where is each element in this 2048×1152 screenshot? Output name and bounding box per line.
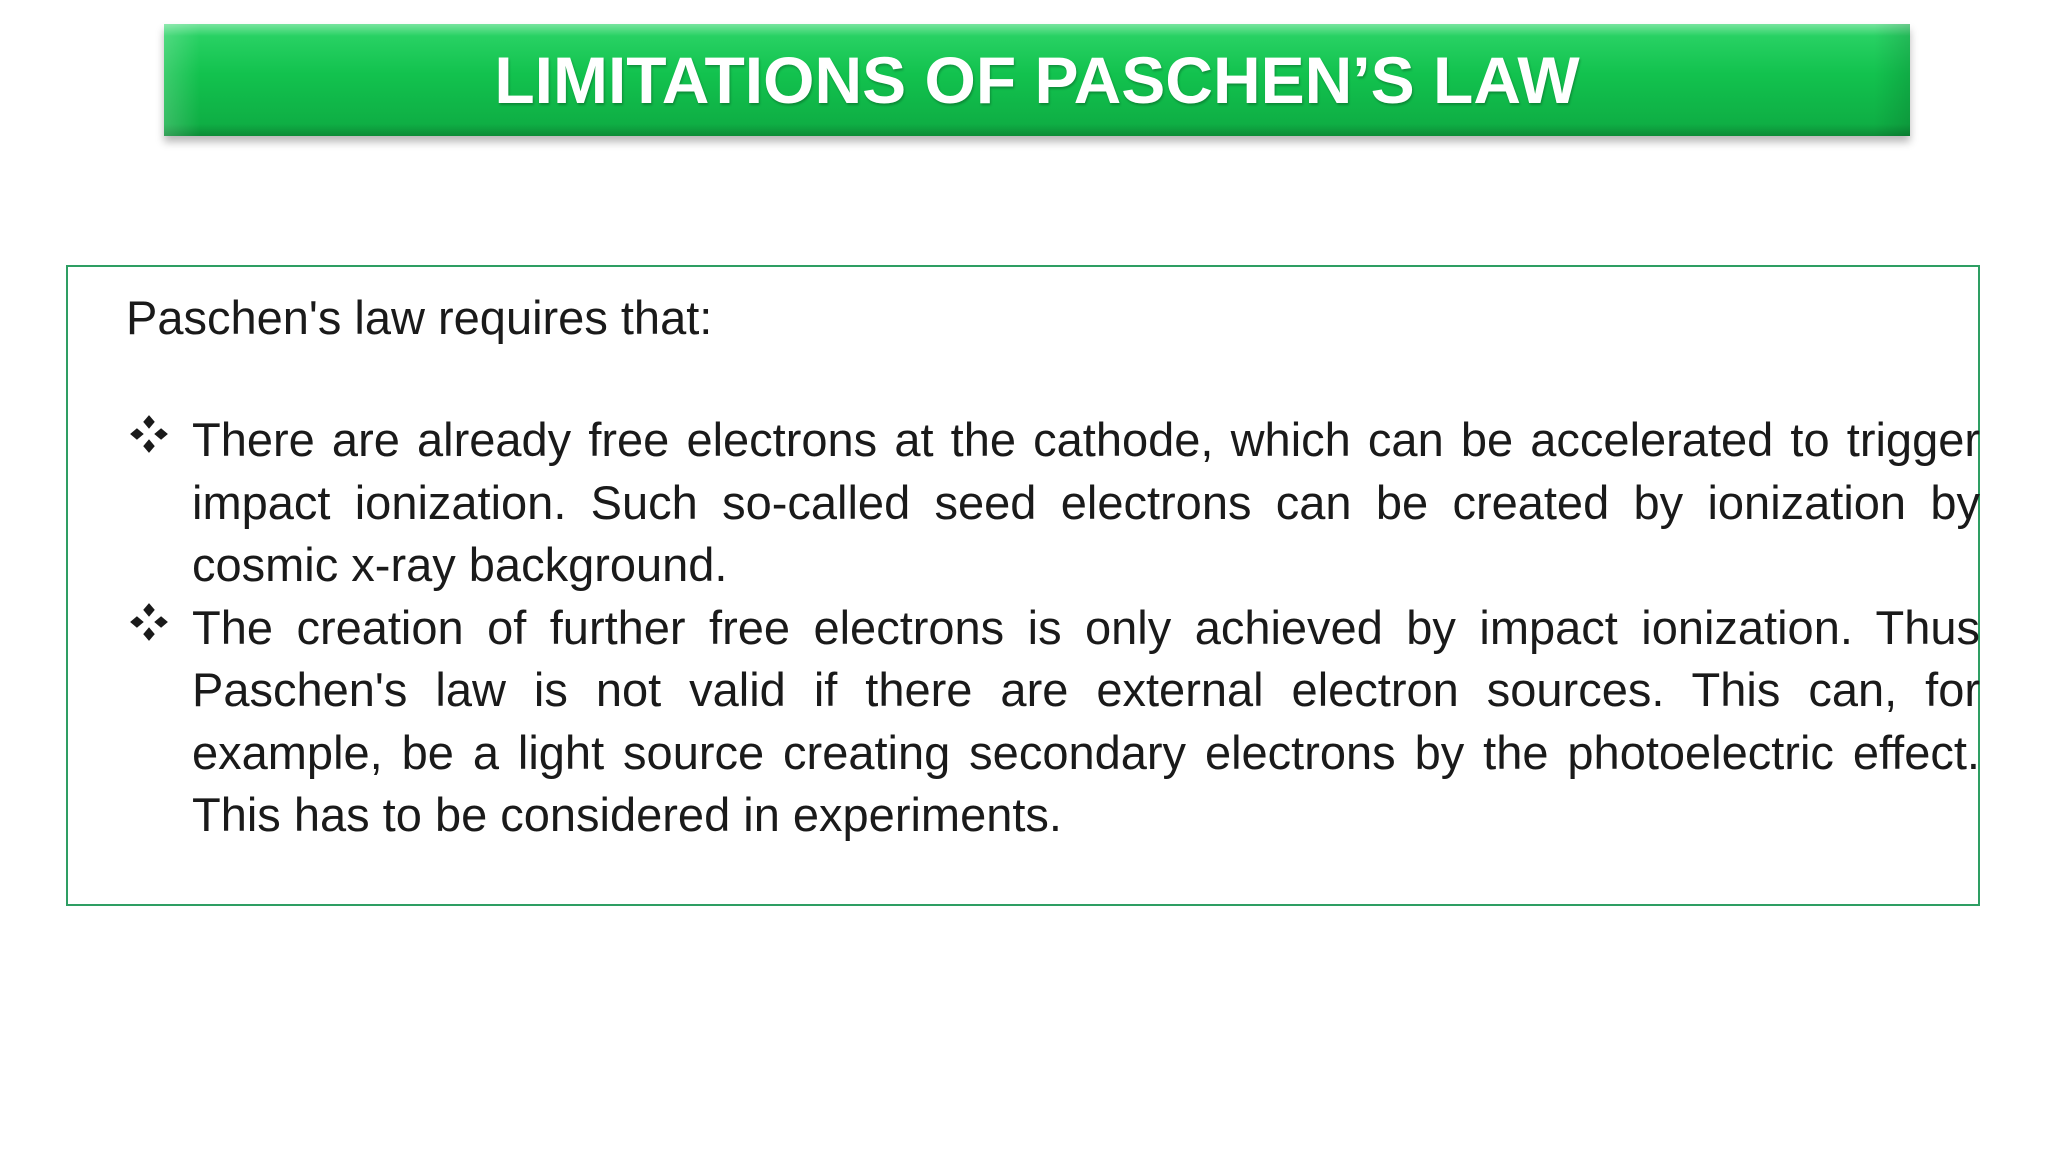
- four-diamond-bullet-icon: [128, 413, 170, 455]
- banner-bevel-bottom: [164, 124, 1910, 136]
- bullet-list: [126, 409, 1980, 847]
- banner-bevel-top: [164, 24, 1910, 36]
- four-diamond-bullet-icon: [128, 601, 170, 643]
- slide-title: LIMITATIONS OF PASCHEN’S LAW: [494, 43, 1580, 117]
- content-box: [66, 265, 1980, 906]
- bullet-text: The creation of further free electrons is only achieved by impact ionization. Thus Paschen's law is not valid if there are external electron sources. This can, for example, be a light source creating secondary electrons by the photoelectric effect. This has to be considered in experiments.: [192, 600, 1980, 841]
- banner-bevel-right: [1874, 24, 1910, 136]
- banner-bevel-left: [164, 24, 200, 136]
- intro-text: Paschen's law requires that:: [126, 291, 713, 344]
- bullet-text: There are already free electrons at the cathode, which can be accelerated to trigger impact ionization. Such so-called seed electrons can be created by ionization by cosmic x-ray background.: [192, 413, 1980, 591]
- bullet-item: [126, 597, 1980, 847]
- bullet-item: [126, 409, 1980, 597]
- title-banner: [164, 24, 1910, 136]
